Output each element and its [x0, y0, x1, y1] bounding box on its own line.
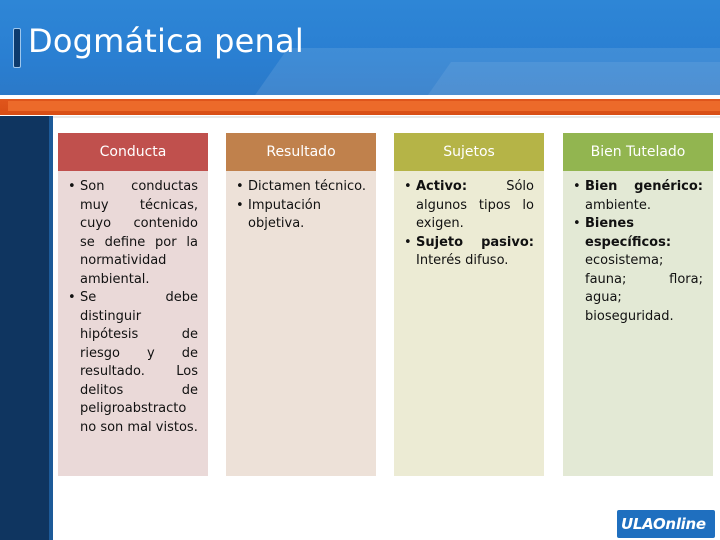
- bullet-text: Sólo algunos tipos lo exigen.: [416, 179, 534, 231]
- left-band-edge: [49, 116, 53, 540]
- column-body-sujetos: [394, 171, 544, 476]
- list-item: [402, 178, 534, 234]
- list-item: [571, 178, 703, 215]
- slide-title: Dogmática penal: [28, 22, 304, 60]
- ula-online-logo: ULAOnline: [617, 510, 715, 538]
- column-body-resultado: [226, 171, 376, 476]
- title-accent-bar: [13, 28, 21, 68]
- header-decoration-2: [409, 62, 720, 95]
- bullet-text: ecosistema; fauna; flora; agua; bioseguridad.: [585, 253, 703, 324]
- bullet-term: Activo:: [416, 179, 468, 194]
- bullet-text: ambiente.: [585, 197, 651, 213]
- column-conducta: [58, 133, 208, 476]
- list-item: [571, 215, 703, 326]
- bullet-text: Interés difuso.: [416, 253, 509, 268]
- orange-divider-inner: [8, 101, 720, 111]
- column-resultado: [226, 133, 376, 476]
- list-item: [402, 234, 534, 271]
- column-header-bien-tutelado: Bien Tutelado: [563, 133, 713, 171]
- list-item: • Son conductas muy técnicas, cuyo contenido se define por la normatividad ambiental.: [66, 178, 198, 289]
- list-item: • Imputación objetiva.: [234, 197, 366, 234]
- left-navy-band: [0, 116, 53, 540]
- content-top-line: [53, 116, 720, 118]
- column-header-sujetos: Sujetos: [394, 133, 544, 171]
- column-bien-tutelado: [563, 133, 713, 476]
- orange-divider-bar: [0, 99, 720, 115]
- list-item: • Dictamen técnico.: [234, 178, 366, 197]
- slide-header: [0, 0, 720, 95]
- bullet-term: Bien genérico:: [585, 179, 703, 194]
- bullet-term: Bienes específicos:: [585, 216, 672, 250]
- bullet-term: Sujeto pasivo:: [416, 234, 534, 250]
- column-header-resultado: Resultado: [226, 133, 376, 171]
- column-body-bien-tutelado: [563, 171, 713, 476]
- column-sujetos: [394, 133, 544, 476]
- column-header-conducta: Conducta: [58, 133, 208, 171]
- list-item: • Se debe distinguir hipótesis de riesgo y de resultado. Los delitos de peligroabstracto no son mal vistos.: [66, 289, 198, 437]
- column-body-conducta: [58, 171, 208, 476]
